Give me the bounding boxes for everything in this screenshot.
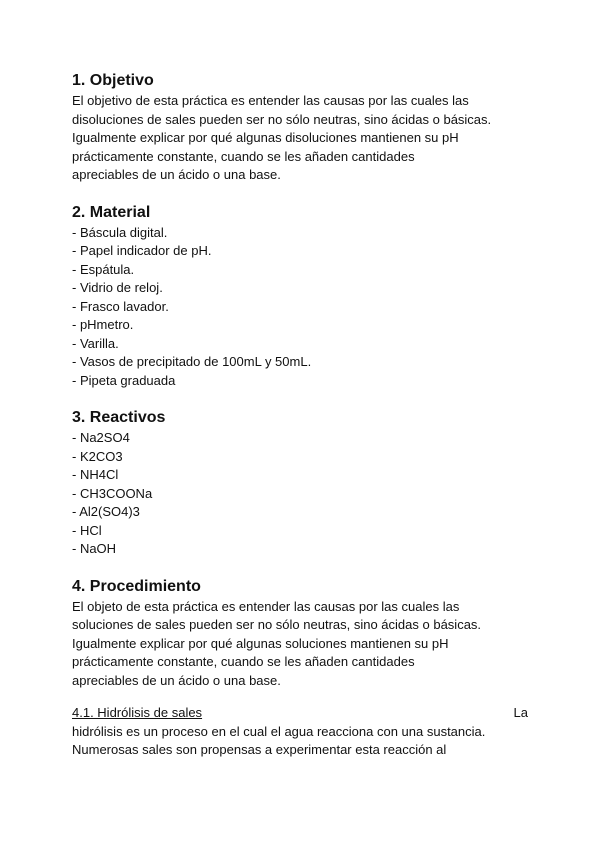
section-title-objetivo: 1. Objetivo: [72, 72, 154, 89]
paragraph-line: Numerosas sales son propensas a experimentar esta reacción al: [72, 742, 447, 757]
paragraph-line: apreciables de un ácido o una base.: [72, 672, 281, 688]
paragraph-line: apreciables de un ácido o una base.: [72, 167, 281, 182]
list-item: - Al2(SO4)3: [72, 504, 140, 519]
subsection-hidrolisis: [72, 704, 528, 760]
paragraph-line: disoluciones de sales pueden ser no sólo neutras, sino ácidas o básicas.: [72, 111, 492, 127]
list-item: - Espátula.: [72, 261, 135, 277]
list-item: - Varilla.: [72, 335, 119, 351]
subsection-heading-row: [72, 704, 528, 723]
list-item: - NH4Cl: [72, 467, 119, 482]
list-item: - NaOH: [72, 541, 117, 556]
section-title-material: 2. Material: [72, 203, 151, 221]
reactivos-list: [72, 429, 528, 559]
list-item: - CH3COONa: [72, 485, 153, 501]
paragraph-line: prácticamente constante, cuando se les añaden cantidades: [72, 654, 415, 669]
document-page: [72, 70, 528, 760]
paragraph-line: El objetivo de esta práctica es entender las causas por las cuales las: [72, 93, 469, 108]
paragraph-line: Igualmente explicar por qué algunas soluciones mantienen su pH: [72, 635, 449, 651]
objetivo-paragraph: [72, 92, 528, 185]
list-item: - pHmetro.: [72, 317, 134, 332]
procedimiento-paragraph: [72, 598, 528, 691]
spacer: [72, 559, 528, 576]
section-title-procedimiento: 4. Procedimiento: [72, 577, 201, 595]
paragraph-line: prácticamente constante, cuando se les añaden cantidades: [72, 148, 415, 164]
spacer: [72, 690, 528, 704]
spacer: [72, 185, 528, 202]
list-item: - Vasos de precipitado de 100mL y 50mL.: [72, 354, 312, 369]
list-item: - HCl: [72, 522, 102, 538]
paragraph-line: El objeto de esta práctica es entender las causas por las cuales las: [72, 598, 460, 614]
subsection-first-word: La: [513, 705, 528, 720]
material-list: [72, 224, 528, 391]
list-item: - Vidrio de reloj.: [72, 280, 163, 295]
paragraph-line: hidrólisis es un proceso en el cual el agua reacciona con una sustancia.: [72, 723, 486, 739]
paragraph-line: Igualmente explicar por qué algunas disoluciones mantienen su pH: [72, 130, 459, 145]
paragraph-line: soluciones de sales pueden ser no sólo neutras, sino ácidas o básicas.: [72, 617, 482, 632]
list-item: - Báscula digital.: [72, 224, 168, 240]
list-item: - Pipeta graduada: [72, 372, 176, 388]
spacer: [72, 390, 528, 407]
list-item: - Frasco lavador.: [72, 298, 169, 314]
subsection-heading: 4.1. Hidrólisis de sales: [72, 705, 203, 720]
list-item: - Papel indicador de pH.: [72, 243, 212, 258]
list-item: - K2CO3: [72, 448, 123, 464]
list-item: - Na2SO4: [72, 430, 130, 445]
section-title-reactivos: 3. Reactivos: [72, 409, 166, 426]
